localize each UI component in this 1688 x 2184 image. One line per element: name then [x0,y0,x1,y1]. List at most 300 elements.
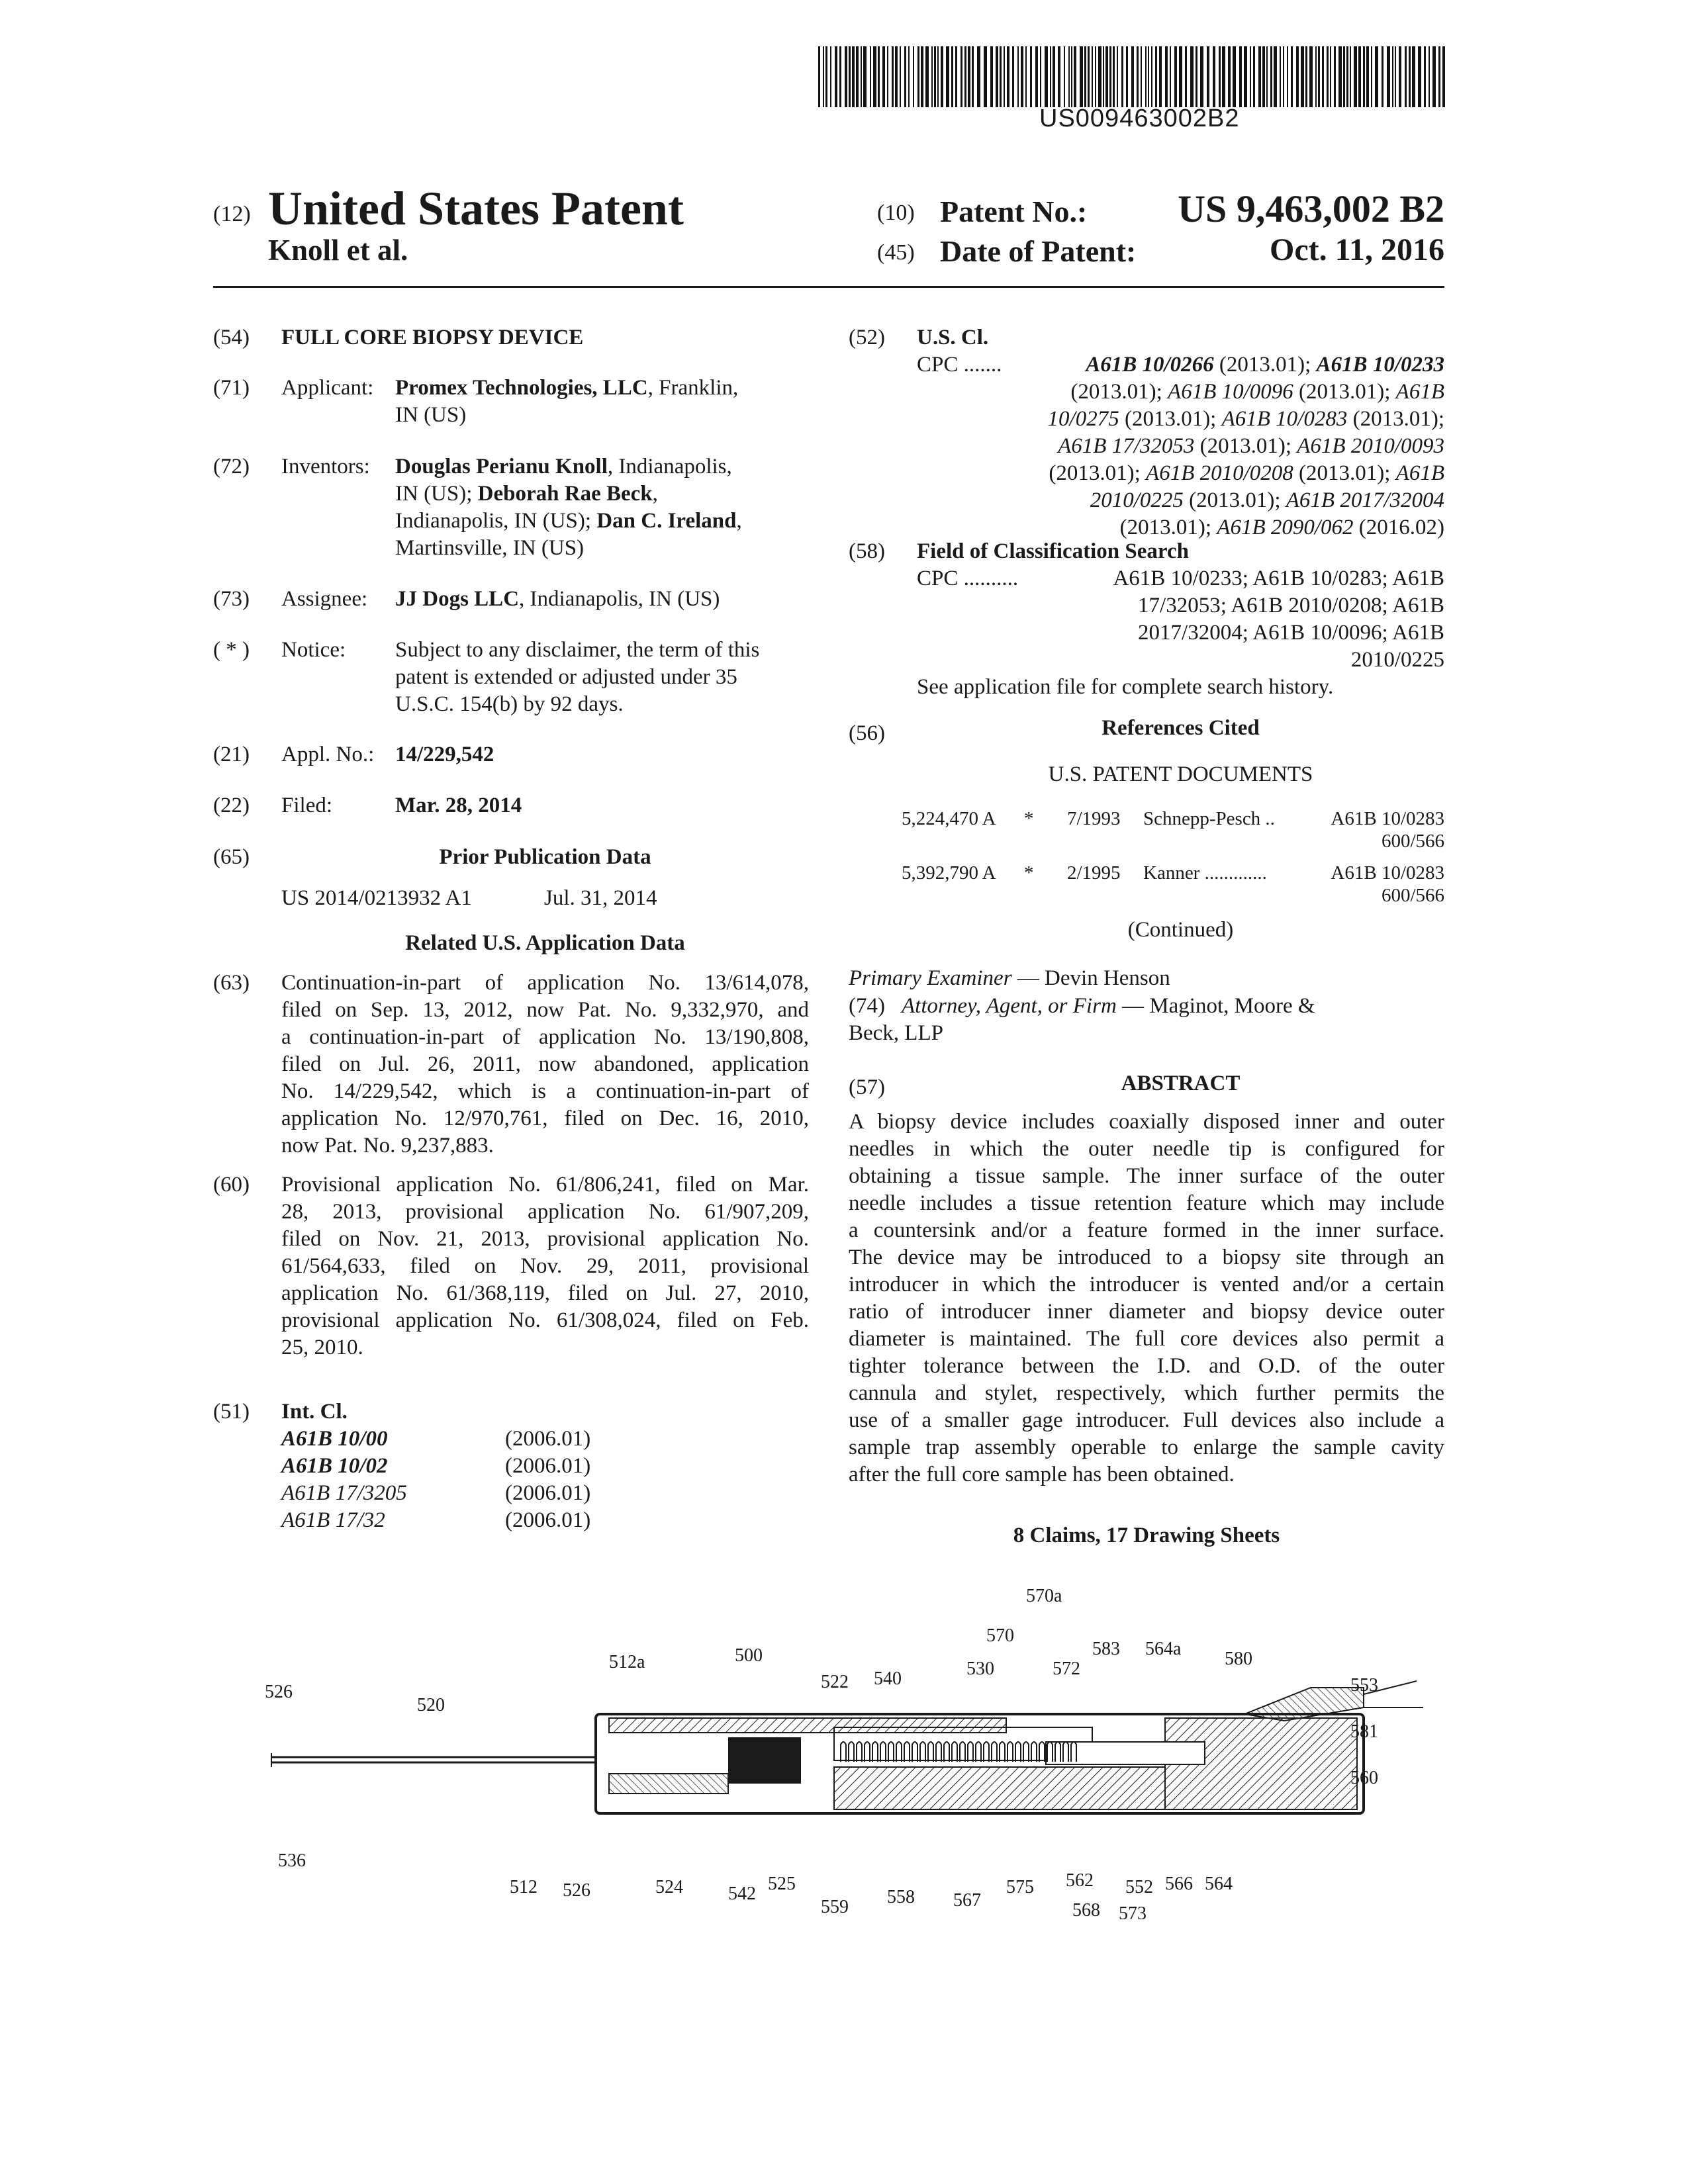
barcode-bar [1250,46,1251,107]
spring-coil [888,1742,894,1762]
reference-numeral: 524 [655,1877,683,1897]
barcode-bar [1196,46,1197,107]
barcode-bar [1287,46,1288,107]
barcode-bar [925,46,929,107]
barcode-bar [1253,46,1255,107]
cpc-5-date: (2013.01); [1347,407,1444,431]
barcode-bar [1165,46,1168,107]
filed-value: Mar. 28, 2014 [395,794,522,817]
barcode-bar [1330,46,1331,107]
inventor-3-location: Martinsville, IN (US) [395,536,585,560]
abstract-line: The device may be introduced to a biopsy site through an [849,1246,1444,1269]
barcode-bar [856,46,859,107]
barcode-bar [839,46,841,107]
filed-label: Filed: [281,794,333,817]
barcode-bar [984,46,987,107]
continuation-line: filed on Sep. 13, 2012, now Pat. No. 9,332,970, and [281,998,809,1022]
barcode-bar [1088,46,1090,107]
barcode-bar [921,46,923,107]
reference-numeral: 581 [1350,1721,1378,1742]
spring-coil [984,1742,989,1762]
spring-coil [1015,1742,1021,1762]
reference-numeral: 567 [953,1890,981,1911]
barcode-bar [887,46,888,107]
barcode-bar [1004,46,1005,107]
barcode-bar [1301,46,1304,107]
code-58: (58) [849,539,885,563]
field-cpc-line-4: 2010/0225 [1350,648,1444,672]
ref-cited-by-examiner: * [1024,808,1034,829]
field-search-label: Field of Classification Search [917,539,1189,563]
abstract-line: tighter tolerance between the I.D. and O.D. of the outer [849,1354,1444,1378]
code-57: (57) [849,1075,885,1099]
barcode-bar [818,46,820,107]
barcode-bar [1222,46,1225,107]
cpc-3-date: (2013.01); [1293,380,1396,404]
spring-coil [952,1742,957,1762]
cpc-11-date: (2016.02) [1353,516,1444,539]
ref-class: A61B 10/0283 [1331,808,1444,829]
barcode-bar [1283,46,1284,107]
barcode-bar [1258,46,1261,107]
barcode-bar [913,46,914,107]
barcode-bar [1145,46,1147,107]
cpc-5: A61B 10/0283 [1221,407,1348,431]
spring-coil [1039,1742,1045,1762]
spring-coil [849,1742,854,1762]
reference-numeral: 525 [768,1874,796,1894]
barcode-bar [1228,46,1231,107]
cpc-2-date: (2013.01); [1070,380,1168,404]
abstract-line: sample trap assembly operable to enlarge the sample cavity [849,1435,1444,1459]
barcode-bar [1429,46,1430,107]
abstract-line: cannula and stylet, respectively, which further permits the [849,1381,1444,1405]
continuation-line: filed on Jul. 26, 2011, now abandoned, application [281,1052,809,1076]
uscl-cpc-label: CPC ....... [917,353,1002,377]
inventor-1-location: , Indianapolis, [607,455,732,478]
cpc-10: A61B 2017/32004 [1286,488,1444,512]
reference-numeral: 568 [1072,1900,1100,1919]
code-72: (72) [213,455,250,478]
barcode-bar [1185,46,1187,107]
barcode-bar [1296,46,1299,107]
intcl-class: A61B 17/3205 [281,1481,407,1505]
continuation-line: now Pat. No. 9,237,883. [281,1134,494,1158]
barcode-bar [1137,46,1139,107]
continuation-line: Continuation-in-part of application No. 13/614,078, [281,971,809,995]
code-65: (65) [213,845,250,869]
continuation-line: a continuation-in-part of application No. 13/190,808, [281,1025,809,1049]
references-heading: References Cited [1102,716,1260,740]
code-54: (54) [213,326,250,349]
spring-coil [841,1742,846,1762]
barcode-bar [861,46,862,107]
continuation-paragraph [281,970,809,1160]
us-patent-docs-heading: U.S. PATENT DOCUMENTS [1048,762,1313,786]
barcode-bar [951,46,953,107]
reference-numeral: 564a [1145,1639,1182,1659]
cpc-7: A61B 2010/0093 [1297,434,1444,458]
prior-pub-heading: Prior Publication Data [439,845,651,869]
barcode-bar [882,46,885,107]
reference-numeral: 553 [1350,1675,1378,1696]
provisional-line: Provisional application No. 61/806,241, filed on Mar. [281,1173,809,1197]
applicant-label: Applicant: [281,376,374,400]
barcode-bar [1200,46,1203,107]
barcode-bar [1103,46,1104,107]
provisional-line: 61/564,633, filed on Nov. 29, 2011, provisional [281,1254,809,1278]
abstract-line: a countersink and/or a feature formed in the inner surface. [849,1218,1444,1242]
spring-coil [992,1742,997,1762]
intcl-table [281,1426,809,1534]
provisional-line: filed on Nov. 21, 2013, provisional application No. [281,1227,809,1251]
patent-no-code: (10) [877,201,915,225]
appl-no-label: Appl. No.: [281,743,375,766]
prior-pub-date: Jul. 31, 2014 [544,886,657,910]
related-heading: Related U.S. Application Data [405,931,685,955]
code-notice: ( * ) [213,638,250,662]
reference-numeral: 560 [1350,1768,1378,1788]
reference-numeral: 566 [1165,1874,1193,1894]
barcode-bar [1244,46,1247,107]
barcode-bar [1219,46,1221,107]
barcode-bar [1363,46,1365,107]
barcode-bar [917,46,919,107]
barcode-bar [1071,46,1072,107]
spring-coil [912,1742,917,1762]
reference-numeral: 552 [1125,1877,1153,1897]
reference-numeral: 570 [986,1625,1014,1646]
barcode-bar [1092,46,1093,107]
code-21: (21) [213,743,250,766]
cpc-10-date: (2013.01); [1119,516,1217,539]
barcode-bar [1442,46,1445,107]
spring-coil [928,1742,933,1762]
barcode-bar [946,46,949,107]
barcode-bar [1064,46,1065,107]
barcode-bar [1095,46,1096,107]
barcode-bar [1025,46,1027,107]
field-cpc-label: CPC .......... [917,567,1019,590]
barcode-bar [1113,46,1115,107]
intcl-label: Int. Cl. [281,1400,348,1424]
provisional-paragraph [281,1171,809,1361]
barcode-bar [1438,46,1440,107]
barcode-bar [870,46,871,107]
cpc-4a: A61B [1395,380,1444,404]
barcode-bar [1315,46,1317,107]
spring-coil [968,1742,973,1762]
abstract-line: needle includes a tissue retention feature which may include [849,1191,1444,1215]
spring-coil [857,1742,862,1762]
intcl-version: (2006.01) [505,1508,591,1532]
barcode-bar [1030,46,1032,107]
intcl-class: A61B 10/00 [281,1427,388,1451]
barcode-bar [1412,46,1415,107]
spring-coil [960,1742,965,1762]
barcode-bar [1375,46,1378,107]
inventor-2: Deborah Rae Beck [477,482,653,506]
barcode-bar [892,46,894,107]
barcode-bar [1012,46,1014,107]
abstract-line: needles in which the outer needle tip is configured for [849,1137,1444,1161]
applicant-location: , Franklin, [647,376,739,400]
spring-coil [1031,1742,1037,1762]
barcode-bar [1040,46,1041,107]
cpc-1: A61B 10/0266 [1086,353,1214,377]
barcode-bar [878,46,880,107]
reference-numeral: 570a [1026,1588,1062,1606]
spring-coil [1000,1742,1005,1762]
barcode-bar [968,46,970,107]
barcode-bar [964,46,966,107]
barcode-bar [1399,46,1401,107]
barcode-bar [849,46,851,107]
provisional-line: 25, 2010. [281,1336,363,1359]
reference-numeral: 540 [874,1668,902,1689]
representative-drawing [252,1588,1443,1919]
barcode-bar [1366,46,1369,107]
reference-numeral: 520 [417,1695,445,1715]
abstract-line: ratio of introducer inner diameter and biopsy device outer [849,1300,1444,1324]
barcode-bar [1050,46,1051,107]
reference-numeral: 526 [563,1880,590,1901]
barcode-bar [1080,46,1083,107]
inventors-label: Inventors: [281,455,370,478]
assignee-name: JJ Dogs LLC [395,587,520,611]
intcl-row [281,1453,809,1480]
continuation-line: application No. 12/970,761, filed on Dec. 16, 2010, [281,1107,809,1130]
barcode-bar [1148,46,1149,107]
barcode-bar [1109,46,1111,107]
prior-pub-number: US 2014/0213932 A1 [281,886,472,910]
reference-numeral: 542 [728,1884,756,1904]
barcode-bar [1327,46,1329,107]
barcode-bar [852,46,855,107]
spring-coil [872,1742,878,1762]
barcode-bar [990,46,993,107]
patent-number: US 9,463,002 B2 [1178,187,1444,230]
barcode-bar [1395,46,1396,107]
inventor-3: Dan C. Ireland [596,509,737,533]
barcode-bar [1017,46,1019,107]
barcode-bar [1382,46,1383,107]
inventor-2-sep: , [652,482,658,506]
spring-coil [896,1742,902,1762]
code-63: (63) [213,971,250,995]
barcode-bar [1322,46,1324,107]
barcode-bar [1068,46,1070,107]
barcode-bar [895,46,898,107]
abstract-line: A biopsy device includes coaxially disposed inner and outer [849,1110,1444,1134]
biopsy-device-drawing [252,1588,1443,1919]
barcode-bar [1045,46,1048,107]
barcode-bar [972,46,974,107]
reference-row [849,807,1444,862]
right-column [849,318,1444,1562]
notice-label: Notice: [281,638,346,662]
barcode-bar [1151,46,1152,107]
barcode-bar [1000,46,1002,107]
barcode-bar [1121,46,1123,107]
reference-numeral: 573 [1119,1903,1147,1919]
abstract-line: diameter is maintained. The full core devices also permit a [849,1327,1444,1351]
barcode-bar [1239,46,1242,107]
barcode-bar [1170,46,1171,107]
assignee-location: , Indianapolis, IN (US) [519,587,720,611]
barcode-bar [1053,46,1055,107]
ref-date: 7/1993 [1067,808,1121,829]
examiner-dash: — [1011,966,1045,990]
field-cpc-line-2: 17/32053; A61B 2010/0208; A61B [1138,594,1444,617]
barcode-bar [1131,46,1134,107]
barcode-bar [1346,46,1348,107]
intcl-row [281,1426,809,1453]
spring-coil [920,1742,925,1762]
attorney-name: Maginot, Moore & [1149,994,1315,1018]
barcode-bar [1207,46,1209,107]
barcode-bar [1274,46,1277,107]
barcode-bar [934,46,936,107]
barcode-bar [908,46,910,107]
reference-numeral: 583 [1092,1639,1120,1659]
notice-line-2: patent is extended or adjusted under 35 [395,665,737,689]
spring-coil [904,1742,910,1762]
barcode-bar [845,46,847,107]
barcode-bar [931,46,933,107]
cpc-9b: 2010/0225 [1090,488,1184,512]
examiner-label: Primary Examiner [849,966,1012,990]
barcode-bar [1358,46,1361,107]
spring-coil [880,1742,886,1762]
ref-class-2: 600/566 [1381,831,1444,852]
cpc-3: A61B 10/0096 [1168,380,1293,404]
examiner-name: Devin Henson [1045,966,1170,990]
reference-numeral: 575 [1006,1877,1034,1897]
barcode-bar [1213,46,1215,107]
assignee-label: Assignee: [281,587,368,611]
barcode-bar [1126,46,1128,107]
code-60: (60) [213,1173,250,1197]
abstract-line: obtaining a tissue sample. The inner surface of the outer [849,1164,1444,1188]
intcl-row [281,1507,809,1534]
references-continued: (Continued) [1127,918,1234,942]
cpc-4-date: (2013.01); [1119,407,1222,431]
cpc-7-date: (2013.01); [1049,461,1147,485]
code-22: (22) [213,794,250,817]
ref-name: Kanner ............. [1143,862,1267,884]
reference-numeral: 559 [821,1897,849,1917]
intcl-class: A61B 10/02 [281,1454,388,1478]
ref-number: 5,392,790 A [902,862,996,884]
uscl-label: U.S. Cl. [917,326,989,349]
barcode-bar [1280,46,1281,107]
barcode-bar [904,46,906,107]
barcode-bar [1007,46,1009,107]
applicant-location-2: IN (US) [395,403,467,427]
barcode-bar [955,46,957,107]
barcode-bar [1074,46,1076,107]
cpc-8-date: (2013.01); [1293,461,1396,485]
barcode [818,46,1447,107]
barcode-bar [1179,46,1182,107]
inventor-3-sep: , [736,509,742,533]
reference-numeral: 572 [1053,1659,1080,1679]
barcode-number: US009463002B2 [1039,105,1240,132]
reference-numeral: 522 [821,1672,849,1692]
barcode-bar [961,46,962,107]
barcode-bar [1155,46,1157,107]
applicant-name: Promex Technologies, LLC [395,376,648,400]
references-table [849,807,1444,916]
barcode-bar [823,46,824,107]
inventor-1: Douglas Perianu Knoll [395,455,608,478]
reference-row [849,862,1444,916]
spring-coil [936,1742,941,1762]
barcode-bar [1141,46,1142,107]
reference-numeral: 526 [265,1682,293,1702]
attorney-name-2: Beck, LLP [849,1021,943,1045]
barcode-bar [825,46,827,107]
claims-summary: 8 Claims, 17 Drawing Sheets [1013,1524,1280,1547]
appl-no-value: 14/229,542 [395,743,494,766]
cpc-4b: 10/0275 [1047,407,1119,431]
reference-numeral: 536 [278,1850,306,1871]
kind-code-12: (12) [213,202,251,226]
left-column [213,318,809,1562]
barcode-bar [1084,46,1086,107]
barcode-bar [1305,46,1307,107]
code-51: (51) [213,1400,250,1424]
spring-coil [944,1742,949,1762]
ref-number: 5,224,470 A [902,808,996,829]
reference-numeral: 530 [966,1659,994,1679]
barcode-graphic [818,46,1447,107]
abstract-text [849,1109,1444,1488]
spring-coil [1008,1742,1013,1762]
barcode-bar [1418,46,1421,107]
reference-numeral: 512a [609,1652,645,1672]
code-71: (71) [213,376,250,400]
notice-line-3: U.S.C. 154(b) by 92 days. [395,692,624,716]
spring-coil [976,1742,981,1762]
notice-line-1: Subject to any disclaimer, the term of this [395,638,760,662]
barcode-bar [863,46,867,107]
barcode-bar [1354,46,1357,107]
barcode-bar [1233,46,1236,107]
field-cpc-line-1: A61B 10/0233; A61B 10/0283; A61B [1113,567,1444,590]
spring-coil [865,1742,870,1762]
code-74: (74) [849,994,885,1018]
barcode-bar [996,46,998,107]
date-label: Date of Patent: [940,234,1137,268]
reference-numeral: 512 [510,1877,538,1897]
ref-name: Schnepp-Pesch .. [1143,808,1275,829]
code-56: (56) [849,721,885,745]
abstract-line: introducer in which the introducer is vented and/or a certain [849,1273,1444,1297]
cpc-11: A61B 2090/062 [1217,516,1354,539]
intcl-version: (2006.01) [505,1481,591,1505]
barcode-bar [1058,46,1060,107]
barcode-bar [835,46,837,107]
barcode-bar [941,46,943,107]
field-cpc-line-3: 2017/32004; A61B 10/0096; A61B [1138,621,1444,645]
spring-coils [841,1742,1076,1762]
barcode-bar [1098,46,1102,107]
date-code: (45) [877,240,915,265]
document-title: United States Patent [268,182,684,235]
abstract-heading: ABSTRACT [1121,1071,1241,1095]
